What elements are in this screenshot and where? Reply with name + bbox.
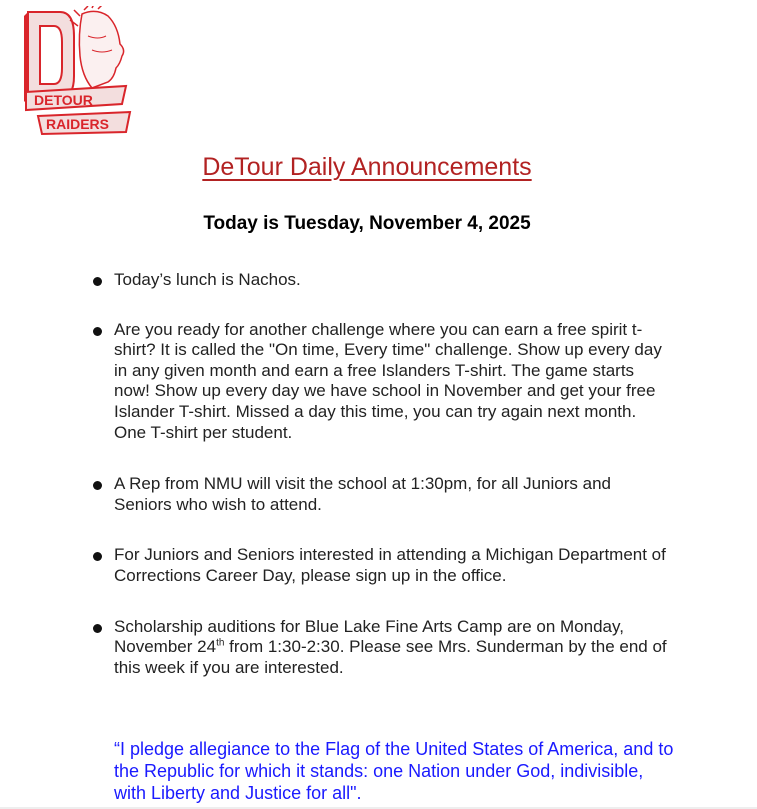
svg-text:RAIDERS: RAIDERS (46, 116, 110, 132)
raider-head-icon (22, 6, 134, 138)
pledge-of-allegiance: “I pledge allegiance to the Flag of the United States of America, and to the Republic for which it stands: one Nation under God, indivisible, with Liberty and Justice for all". (114, 739, 674, 803)
announcement-item (88, 270, 668, 291)
bullet-icon (93, 327, 102, 336)
announcement-text: from 1:30-2:30. Please see Mrs. Sunderman by the end of this week if you are interested. (114, 637, 667, 677)
page-title: DeTour Daily Announcements (202, 153, 532, 181)
announcement-item (88, 320, 668, 444)
announcement-item (88, 545, 668, 586)
bullet-icon (93, 624, 102, 633)
svg-text:DETOUR: DETOUR (34, 92, 93, 108)
announcement-item (88, 617, 668, 679)
bullet-icon (93, 481, 102, 490)
announcement-text: For Juniors and Seniors interested in attending a Michigan Department of Corrections Career Day, please sign up in the office. (114, 545, 666, 585)
detour-raiders-logo (22, 6, 134, 138)
announcements-list (88, 270, 668, 678)
announcement-text: Today’s lunch is Nachos. (114, 270, 301, 289)
superscript-th: th (216, 637, 225, 649)
announcement-item (88, 474, 668, 515)
bullet-icon (93, 277, 102, 286)
announcement-text: Are you ready for another challenge where you can earn a free spirit t-shirt? It is called the "On time, Every time" challenge. Show up every day in any given month and earn a free Islanders T-shirt. The game starts now! Show up every day we have school in November and get your free Islander T-shirt. Missed a day this time, you can try again next month. One T-shirt per student. (114, 319, 662, 442)
announcement-text: A Rep from NMU will visit the school at 1:30pm, for all Juniors and Seniors who wish to attend. (114, 474, 611, 514)
bullet-icon (93, 552, 102, 561)
date-line: Today is Tuesday, November 4, 2025 (203, 213, 531, 234)
announcement-text: Scholarship auditions for Blue Lake Fine Arts Camp are on Monday, November 24 (114, 616, 624, 657)
